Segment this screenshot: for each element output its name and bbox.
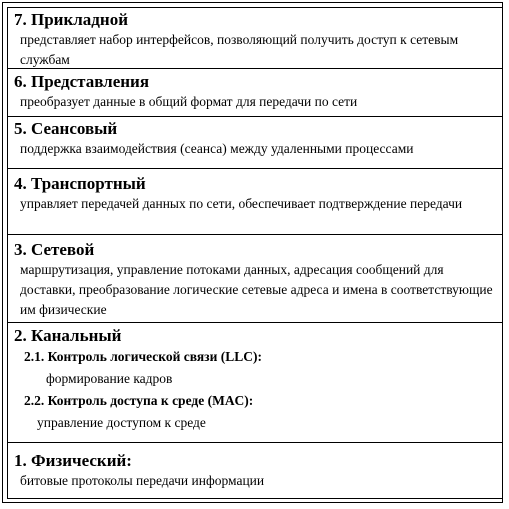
layer-description: поддержка взаимодействия (сеанса) между удаленными процессами — [20, 141, 414, 156]
layer-application — [8, 8, 502, 69]
layer-description: представляет набор интерфейсов, позволяющий получить доступ к сетевым службам — [20, 32, 459, 67]
layer-session — [8, 117, 502, 169]
layer-title: 7. Прикладной — [14, 10, 128, 29]
layer-description: преобразует данные в общий формат для передачи по сети — [20, 94, 358, 109]
layer-network — [8, 235, 502, 323]
layer-description: управляет передачей данных по сети, обеспечивает подтверждение передачи — [20, 196, 463, 211]
layer-physical — [8, 443, 502, 499]
layer-title: 2. Канальный — [14, 326, 122, 345]
layer-presentation — [8, 69, 502, 117]
layer-title: 3. Сетевой — [14, 240, 95, 259]
layer-description: битовые протоколы передачи информации — [20, 473, 265, 488]
layer-title: 4. Транспортный — [14, 174, 146, 193]
sublayer-mac-description: управление доступом к среде — [37, 415, 206, 430]
layer-title: 1. Физический: — [14, 451, 132, 470]
sublayer-mac-title: 2.2. Контроль доступа к среде (MAC): — [24, 393, 254, 408]
layer-title: 6. Представления — [14, 72, 150, 91]
layer-transport — [8, 169, 502, 235]
sublayer-llc-description: формирование кадров — [46, 371, 173, 386]
osi-model-table — [7, 7, 503, 499]
layer-data-link — [8, 323, 502, 443]
sublayer-llc-title: 2.1. Контроль логической связи (LLC): — [24, 349, 262, 364]
layer-description: маршрутизация, управление потоками данных, адресация сообщений для доставки, преобразование логические сетевые адреса и имена в соответствующие им физические — [20, 262, 493, 317]
layer-title: 5. Сеансовый — [14, 119, 118, 138]
